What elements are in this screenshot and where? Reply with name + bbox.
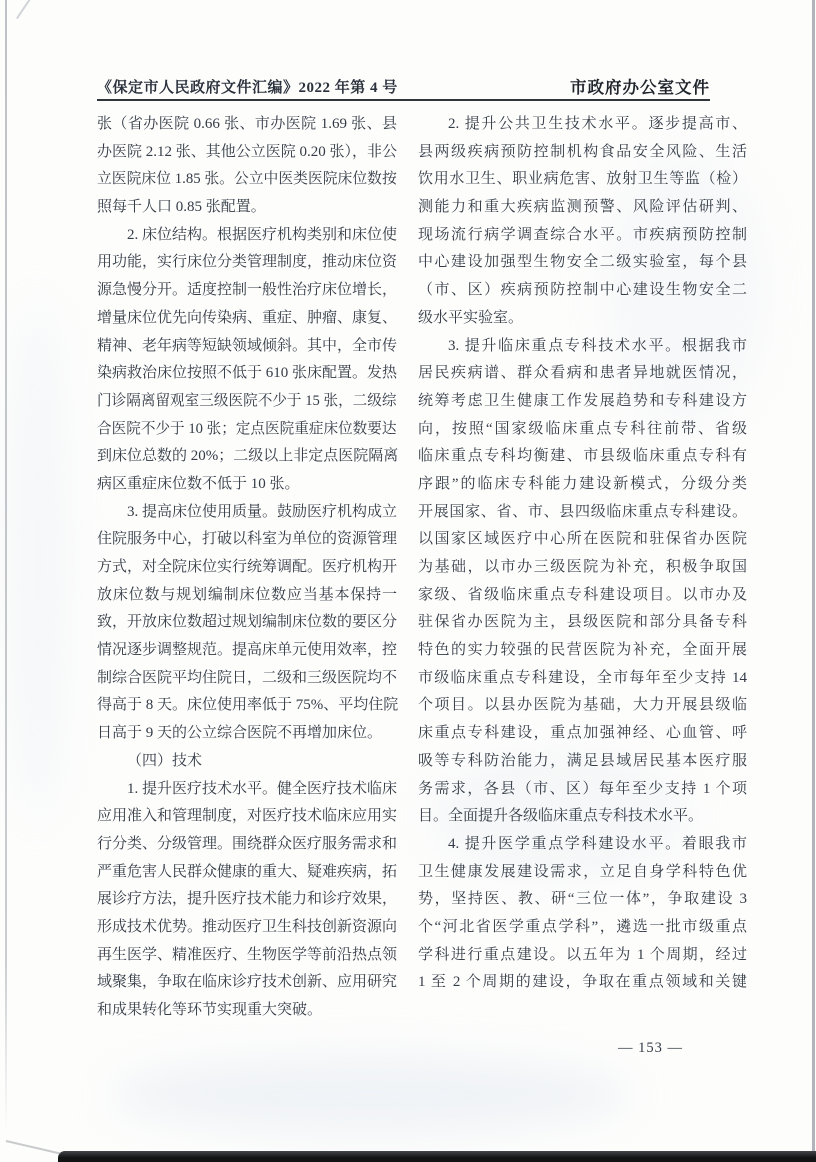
text-line: 应用准入和管理制度，对医疗技术临床应用实: [97, 808, 398, 825]
text-line: 合医院不少于 10 张；定点医院重症床位数要达: [97, 420, 397, 437]
text-line: 域聚集，争取在临床诊疗技术创新、应用研究: [97, 974, 398, 991]
text-line: 病区重症床位数不低于 10 张。: [97, 475, 300, 492]
text-line: 学科进行重点建设。以五年为 1 个周期，经过: [418, 946, 747, 963]
text-line: 立医院床位 1.85 张。公立中医类医院床位数按: [97, 171, 397, 188]
compilation-title: 《保定市人民政府文件汇编》2022 年第 4 号: [97, 80, 398, 96]
text-line: 方式，对全院床位实行统筹调配。医疗机构开: [97, 559, 398, 575]
text-line: 中心建设加强型生物安全二级实验室，每个县: [418, 254, 747, 271]
text-line: 办医院 2.12 张、其他公立医院 0.20 张），非公: [97, 143, 398, 160]
text-line: 务需求，各县（市、区）每年至少支持 1 个项: [418, 780, 747, 797]
text-line: 驻保省办医院为主，县级医院和部分具备专科: [418, 614, 747, 631]
text-line: 1 至 2 个周期的建设，争取在重点领域和关键: [418, 974, 747, 991]
text-line: 目。全面提升各级临床重点专科技术水平。: [418, 808, 704, 825]
text-line: 3. 提升临床重点专科技术水平。根据我市: [448, 337, 747, 354]
text-line: 放床位数与规划编制床位数应当基本保持一: [97, 586, 397, 603]
scan-tint-blob: [110, 1055, 630, 1135]
text-line: 用功能，实行床位分类管理制度，推动床位资: [97, 254, 398, 271]
text-line: 床重点专科建设，重点加强神经、心血管、呼: [418, 725, 747, 742]
text-line: 统筹考虑卫生健康工作发展趋势和专科建设方: [418, 392, 747, 409]
text-line: 制综合医院平均住院日，二级和三级医院均不: [97, 669, 398, 686]
text-line: 级水平实验室。: [418, 309, 524, 326]
text-line: 行分类、分级管理。围绕群众医疗服务需求和: [97, 835, 398, 852]
text-line: 和成果转化等环节实现重大突破。: [97, 1002, 323, 1018]
text-line: 得高于 8 天。床位使用率低于 75%、平均住院: [97, 697, 399, 714]
text-line: （四）技术: [127, 752, 203, 769]
text-line: 精神、老年病等短缺领域倾斜。其中，全市传: [97, 337, 398, 354]
text-line: 源急慢分开。适度控制一般性治疗床位增长，: [97, 282, 398, 299]
text-line: 3. 提高床位使用质量。鼓励医疗机构成立: [127, 503, 398, 520]
text-line: 个“河北省医学重点学科”，遴选一批市级重点: [418, 918, 747, 935]
text-line: 以国家区域医疗中心所在医院和驻保省办医院: [418, 531, 747, 548]
page-right-edge-line: [812, 0, 815, 1162]
text-line: 张（省办医院 0.66 张、市办医院 1.69 张、县: [97, 116, 397, 132]
text-line: 照每千人口 0.85 张配置。: [97, 199, 266, 216]
bottom-scan-shadow-band: [58, 1151, 816, 1162]
text-line: 染病救治床位按照不低于 610 张床配置。发热: [97, 365, 398, 382]
page-number: — 153 —: [618, 1040, 683, 1056]
text-line: 居民疾病谱、群众看病和患者异地就医情况，: [418, 365, 747, 382]
text-line: 市级临床重点专科建设，全市每年至少支持 14: [418, 669, 747, 686]
text-line: 住院服务中心，打破以科室为单位的资源管理: [97, 531, 398, 548]
right-text-column: [418, 111, 747, 997]
text-line: 展诊疗方法，提升医疗技术能力和诊疗效果，: [97, 891, 398, 908]
text-line: 测能力和重大疾病监测预警、风险评估研判、: [418, 199, 747, 216]
text-line: 门诊隔离留观室三级医院不少于 15 张，二级综: [97, 392, 397, 409]
text-line: 临床重点专科均衡建、市县级临床重点专科有: [418, 448, 747, 465]
text-line: 到床位总数的 20%；二级以上非定点医院隔离: [97, 448, 399, 465]
text-line: 形成技术优势。推动医疗卫生科技创新资源向: [97, 918, 398, 935]
text-line: 再生医学、精准医疗、生物医学等前沿热点领: [97, 946, 398, 963]
top-left-scan-mark: [16, 0, 46, 19]
text-line: 序跟”的临床专科能力建设新模式，分级分类: [418, 475, 747, 492]
text-line: 2. 提升公共卫生技术水平。逐步提高市、: [448, 116, 747, 132]
text-line: 严重危害人民群众健康的重大、疑难疾病，拓: [97, 863, 398, 880]
text-line: （市、区）疾病预防控制中心建设生物安全二: [418, 282, 747, 299]
text-line: 现场流行病学调查综合水平。市疾病预防控制: [418, 226, 747, 243]
text-line: 为基础，以市办三级医院为补充，积极争取国: [418, 559, 747, 575]
text-line: 1. 提升医疗技术水平。健全医疗技术临床: [127, 780, 398, 797]
text-line: 致，开放床位数超过规划编制床位数的要区分: [97, 614, 398, 631]
text-line: 卫生健康发展建设需求，立足自身学科特色优: [418, 863, 747, 880]
text-line: 吸等专科防治能力，满足县域居民基本医疗服: [418, 752, 747, 769]
text-line: 向，按照“国家级临床重点专科往前带、省级: [418, 420, 747, 437]
text-line: 开展国家、省、市、县四级临床重点专科建设。: [418, 503, 747, 520]
text-line: 家级、省级临床重点专科建设项目。以市办及: [418, 586, 747, 603]
text-line: 2. 床位结构。根据医疗机构类别和床位使: [127, 226, 398, 243]
text-line: 个项目。以县办医院为基础，大力开展县级临: [418, 697, 747, 714]
page-left-edge-line: [5, 0, 7, 1132]
text-line: 饮用水卫生、职业病危害、放射卫生等监（检）: [418, 171, 747, 188]
text-line: 特色的实力较强的民营医院为补充，全面开展: [418, 642, 747, 659]
header-rule: [97, 99, 710, 101]
text-line: 增量床位优先向传染病、重症、肿瘤、康复、: [97, 309, 398, 326]
scan-tint-blob: [8, 300, 68, 820]
document-category-label: 市政府办公室文件: [570, 79, 710, 97]
left-text-column: [97, 111, 397, 1025]
text-line: 情况逐步调整规范。提高床单元使用效率，控: [97, 642, 398, 659]
text-line: 势，坚持医、教、研“三位一体”，争取建设 3: [418, 891, 747, 908]
bottom-left-corner-curve: [6, 1140, 61, 1155]
text-line: 县两级疾病预防控制机构食品安全风险、生活: [418, 143, 747, 160]
text-line: 4. 提升医学重点学科建设水平。着眼我市: [448, 835, 747, 852]
text-line: 日高于 9 天的公立综合医院不再增加床位。: [97, 725, 383, 742]
